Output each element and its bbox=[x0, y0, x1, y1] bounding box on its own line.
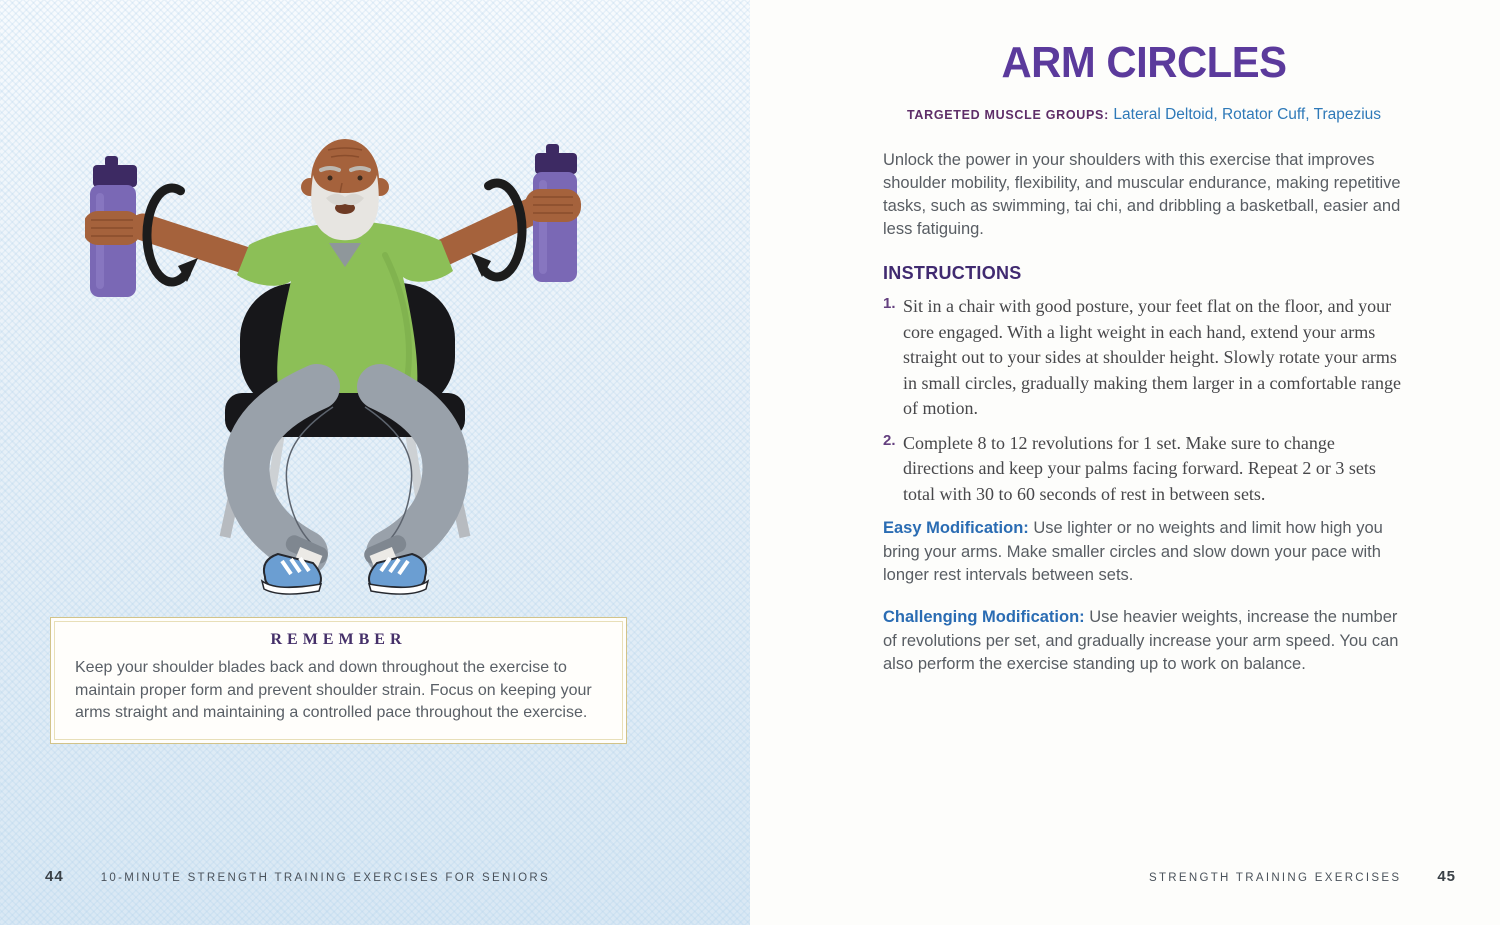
water-bottle-left bbox=[85, 156, 141, 297]
muscle-groups-label: TARGETED MUSCLE GROUPS: bbox=[906, 108, 1109, 122]
instruction-step-2 bbox=[883, 431, 1405, 508]
instruction-step-1 bbox=[883, 294, 1405, 422]
easy-modification-label: Easy Modification: bbox=[883, 519, 1029, 537]
easy-modification-paragraph bbox=[883, 517, 1405, 588]
step-number: 1. bbox=[883, 295, 896, 312]
step-number: 2. bbox=[883, 431, 896, 449]
right-page-content bbox=[883, 0, 1405, 925]
left-page-footer bbox=[45, 868, 550, 885]
right-page-number: 45 bbox=[1437, 868, 1456, 885]
left-running-title: 10-MINUTE STRENGTH TRAINING EXERCISES FOR SENIORS bbox=[100, 872, 550, 884]
remember-callout-box bbox=[50, 617, 627, 744]
remember-body-text: Keep your shoulder blades back and down throughout the exercise to maintain proper form and prevent shoulder strain. Focus on keeping your arms straight and maintaining a controlled pace throughout the exercise. bbox=[75, 659, 592, 721]
water-bottle-right bbox=[525, 144, 581, 282]
challenging-modification-text: Use heavier weights, increase the number of revolutions per set, and gradually increase your arm speed. You can also perform the exercise standing up to work on balance. bbox=[883, 608, 1399, 673]
exercise-title: ARM CIRCLES bbox=[1001, 38, 1287, 87]
instructions-list bbox=[883, 294, 1405, 516]
right-running-title: STRENGTH TRAINING EXERCISES bbox=[1149, 872, 1402, 884]
challenging-modification-paragraph bbox=[883, 606, 1405, 677]
instructions-heading: INSTRUCTIONS bbox=[883, 263, 1022, 283]
exercise-intro-paragraph: Unlock the power in your shoulders with this exercise that improves shoulder mobility, flexibility, and muscular endurance, making repetitive tasks, such as swimming, tai chi, and dribbling a basketball, easier and less fatiguing. bbox=[883, 151, 1401, 238]
right-page bbox=[750, 0, 1500, 925]
targeted-muscle-groups bbox=[863, 106, 1425, 124]
left-page-number: 44 bbox=[45, 868, 64, 885]
step-text: Sit in a chair with good posture, your feet flat on the floor, and your core engaged. With a light weight in each hand, extend your arms straight out to your sides at shoulder height. Slowly rotate your arms in small circles, gradually making them larger in a comfortable range of motion. bbox=[903, 296, 1401, 418]
muscle-groups-value: Lateral Deltoid, Rotator Cuff, Trapezius bbox=[1113, 106, 1382, 123]
easy-modification-text: Use lighter or no weights and limit how high you bring your arms. Make smaller circles and slow down your pace with longer rest intervals between sets. bbox=[883, 519, 1383, 584]
challenging-modification-label: Challenging Modification: bbox=[883, 608, 1085, 626]
step-text: Complete 8 to 12 revolutions for 1 set. Make sure to change directions and keep your palms facing forward. Repeat 2 or 3 sets total with 30 to 60 seconds of rest in between sets. bbox=[903, 432, 1376, 504]
remember-title: REMEMBER bbox=[270, 631, 407, 648]
arm-circles-exercise-illustration bbox=[85, 125, 665, 605]
right-page-footer bbox=[1149, 868, 1456, 885]
